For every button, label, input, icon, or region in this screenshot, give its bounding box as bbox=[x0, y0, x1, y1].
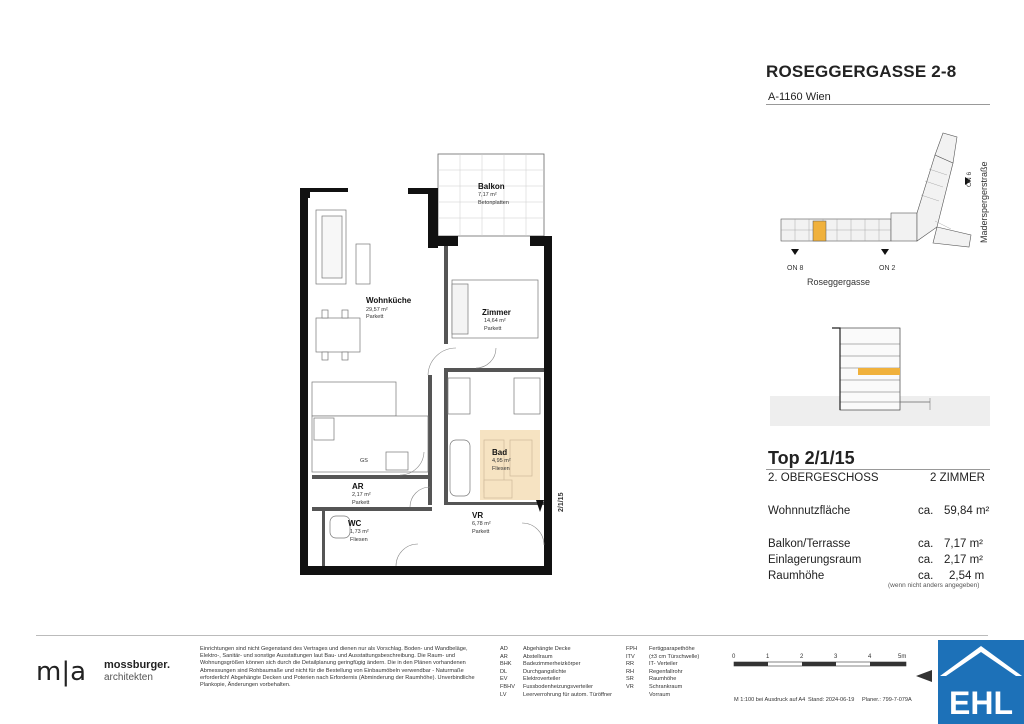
room-name: VR bbox=[472, 511, 484, 520]
legend-desc: Regenfallrohr bbox=[649, 668, 683, 675]
legend-desc: Fussbodenheizungsverteiler bbox=[523, 683, 593, 690]
room-floor: Parkett bbox=[366, 314, 384, 320]
gs-label: GS bbox=[360, 458, 368, 464]
room-name: WC bbox=[348, 519, 362, 528]
scale-tick-label: 3 bbox=[834, 654, 838, 660]
ehl-logo bbox=[938, 640, 1024, 724]
room-floor: Parkett bbox=[484, 326, 502, 332]
scale-tick-label: 4 bbox=[868, 654, 872, 660]
legend-desc: Durchgangslichte bbox=[523, 668, 567, 675]
room-name: AR bbox=[352, 482, 364, 491]
section-label: 2/1/15 bbox=[558, 492, 565, 512]
area-ca: ca. bbox=[918, 570, 934, 582]
legend-desc: Fertigparapethöhe bbox=[649, 646, 695, 652]
ehl-text: EHL bbox=[949, 685, 1013, 721]
legend-desc: Abgehängte Decke bbox=[523, 646, 571, 652]
legend-abbr: DL bbox=[500, 668, 508, 675]
divider bbox=[766, 469, 990, 470]
scale-tick-label: 2 bbox=[800, 654, 804, 660]
area-value: 59,84 m² bbox=[944, 505, 990, 517]
area-label: Wohnnutzfläche bbox=[768, 505, 851, 517]
room-area: 1,73 m² bbox=[350, 529, 369, 535]
legend-desc: Elektroverteiler bbox=[523, 676, 561, 683]
on6-label: ON 6 bbox=[966, 171, 973, 187]
room-name: Zimmer bbox=[482, 308, 511, 317]
unit-floor-highlight bbox=[858, 368, 900, 375]
room-area: 6,78 m² bbox=[472, 521, 491, 527]
legend-desc: Schrankraum bbox=[649, 683, 683, 690]
area-ca: ca. bbox=[918, 554, 934, 566]
date-note: Stand: 2024-06-19 bbox=[808, 697, 855, 703]
room-area: 29,57 m² bbox=[366, 307, 388, 313]
on8-label: ON 8 bbox=[787, 265, 804, 272]
area-label: Balkon/Terrasse bbox=[768, 538, 851, 550]
legend-desc-col bbox=[523, 646, 623, 699]
legend-abbr: BHK bbox=[500, 661, 512, 668]
room-area: 2,17 m² bbox=[352, 492, 371, 498]
area-value: 2,17 m² bbox=[944, 554, 983, 566]
area-label: Raumhöhe bbox=[768, 570, 825, 582]
architect-name: mossburger. bbox=[104, 659, 171, 671]
scale-tick-label: 0 bbox=[732, 654, 736, 660]
scale-bar bbox=[730, 650, 915, 680]
unit-floor: 2. OBERGESCHOSS bbox=[768, 472, 879, 484]
height-note: (wenn nicht anders angegeben) bbox=[888, 582, 980, 589]
room-area: 4,95 m² bbox=[492, 458, 511, 464]
legend-desc: Badezimmerheizkörper bbox=[523, 661, 581, 668]
legend-abbr-col bbox=[500, 646, 520, 699]
room-name: Balkon bbox=[478, 182, 505, 191]
legend-abbr: FPH bbox=[626, 646, 638, 652]
legend-desc: Leerverrohrung für autom. Türöffner bbox=[523, 691, 613, 698]
plan-number: Planer.: 799-7-079A bbox=[862, 697, 912, 703]
room-floor: Parkett bbox=[472, 529, 490, 535]
legend-abbr: SR bbox=[626, 676, 634, 683]
room-floor: Parkett bbox=[352, 500, 370, 506]
legend-abbr: AD bbox=[500, 646, 508, 652]
legend-abbr: EV bbox=[500, 676, 508, 683]
room-floor: Fliesen bbox=[492, 466, 510, 472]
legend-abbr: FBHV bbox=[500, 683, 515, 690]
project-title: ROSEGGERGASSE 2-8 bbox=[766, 62, 957, 81]
legend-abbr: VR bbox=[626, 683, 634, 690]
area-ca: ca. bbox=[918, 505, 934, 517]
street-roseggergasse: Roseggergasse bbox=[807, 277, 871, 287]
legend-abbr: LV bbox=[500, 691, 507, 698]
room-floor: Fliesen bbox=[350, 537, 368, 543]
unit-highlight bbox=[813, 221, 826, 241]
project-city: A-1160 Wien bbox=[768, 91, 831, 103]
unit-top: Top 2/1/15 bbox=[768, 448, 855, 468]
architect-subtitle: architekten bbox=[104, 672, 153, 683]
area-ca: ca. bbox=[918, 538, 934, 550]
unit-rooms: 2 ZIMMER bbox=[930, 472, 985, 484]
legend-desc: Abstellraum bbox=[523, 653, 553, 660]
section-diagram bbox=[770, 318, 990, 428]
on2-label: ON 2 bbox=[879, 265, 896, 272]
area-label: Einlagerungsraum bbox=[768, 554, 862, 566]
room-area: 14,64 m² bbox=[484, 318, 506, 324]
divider bbox=[766, 104, 990, 105]
legend-desc: Raumhöhe bbox=[649, 676, 677, 683]
room-name: Bad bbox=[492, 448, 508, 457]
street-maderspergerstrasse: Maderspergerstraße bbox=[979, 161, 989, 243]
room-area: 7,17 m² bbox=[478, 192, 497, 198]
scale-note: M 1:100 bei Ausdruck auf A4 bbox=[734, 697, 806, 703]
legend-desc: IT- Verteiler bbox=[649, 661, 678, 668]
section-marker-icon bbox=[536, 500, 544, 512]
room-name: Wohnküche bbox=[366, 296, 412, 305]
scale-tick-label: 1 bbox=[766, 654, 770, 660]
legend-abbr: RR bbox=[626, 661, 635, 668]
area-value: 7,17 m² bbox=[944, 538, 983, 550]
area-value: 2,54 m bbox=[949, 570, 985, 582]
legend-desc-col bbox=[649, 646, 729, 699]
scale-tick-label: 5m bbox=[898, 654, 907, 660]
legend-desc: (±3 cm Türschwelle) bbox=[649, 653, 700, 660]
disclaimer: Einrichtungen sind nicht Gegenstand des Vertrages und dienen nur als Vorschlag. Boden- und Wandbeläge, Elektro-, Sanitär- und sonstige Ausstattungen laut Bau- und Ausstattungsbeschreibung. Die Raum- und Wohnungsgrößen können sich durch die Detailplanung geringfügig ändern. Die in den Plänen vorhandenen Abmessungen sind Rohbaumaße und nicht für die Bestellung von Einbaumöbeln verwendbar - Naturmaße erforderlich! Abgehängte Decken und Poterien nach Erfordernis (Abminderung der Raumhöhe). Unverbindliche Plankopie, Änderungen vorbehalten. bbox=[200, 646, 475, 689]
north-arrow-icon bbox=[912, 664, 936, 688]
legend-abbr: AR bbox=[500, 653, 508, 660]
footer-divider bbox=[36, 635, 988, 636]
architect-logo-mark: m|a bbox=[36, 657, 87, 687]
legend-abbr: RH bbox=[626, 668, 635, 675]
site-plan bbox=[775, 125, 990, 295]
legend-abbr: ITV bbox=[626, 653, 635, 660]
legend-desc: Vorraum bbox=[649, 691, 671, 698]
legend-abbr-col bbox=[626, 646, 646, 692]
floor-plan bbox=[300, 150, 565, 575]
room-floor: Betonplatten bbox=[478, 200, 509, 206]
